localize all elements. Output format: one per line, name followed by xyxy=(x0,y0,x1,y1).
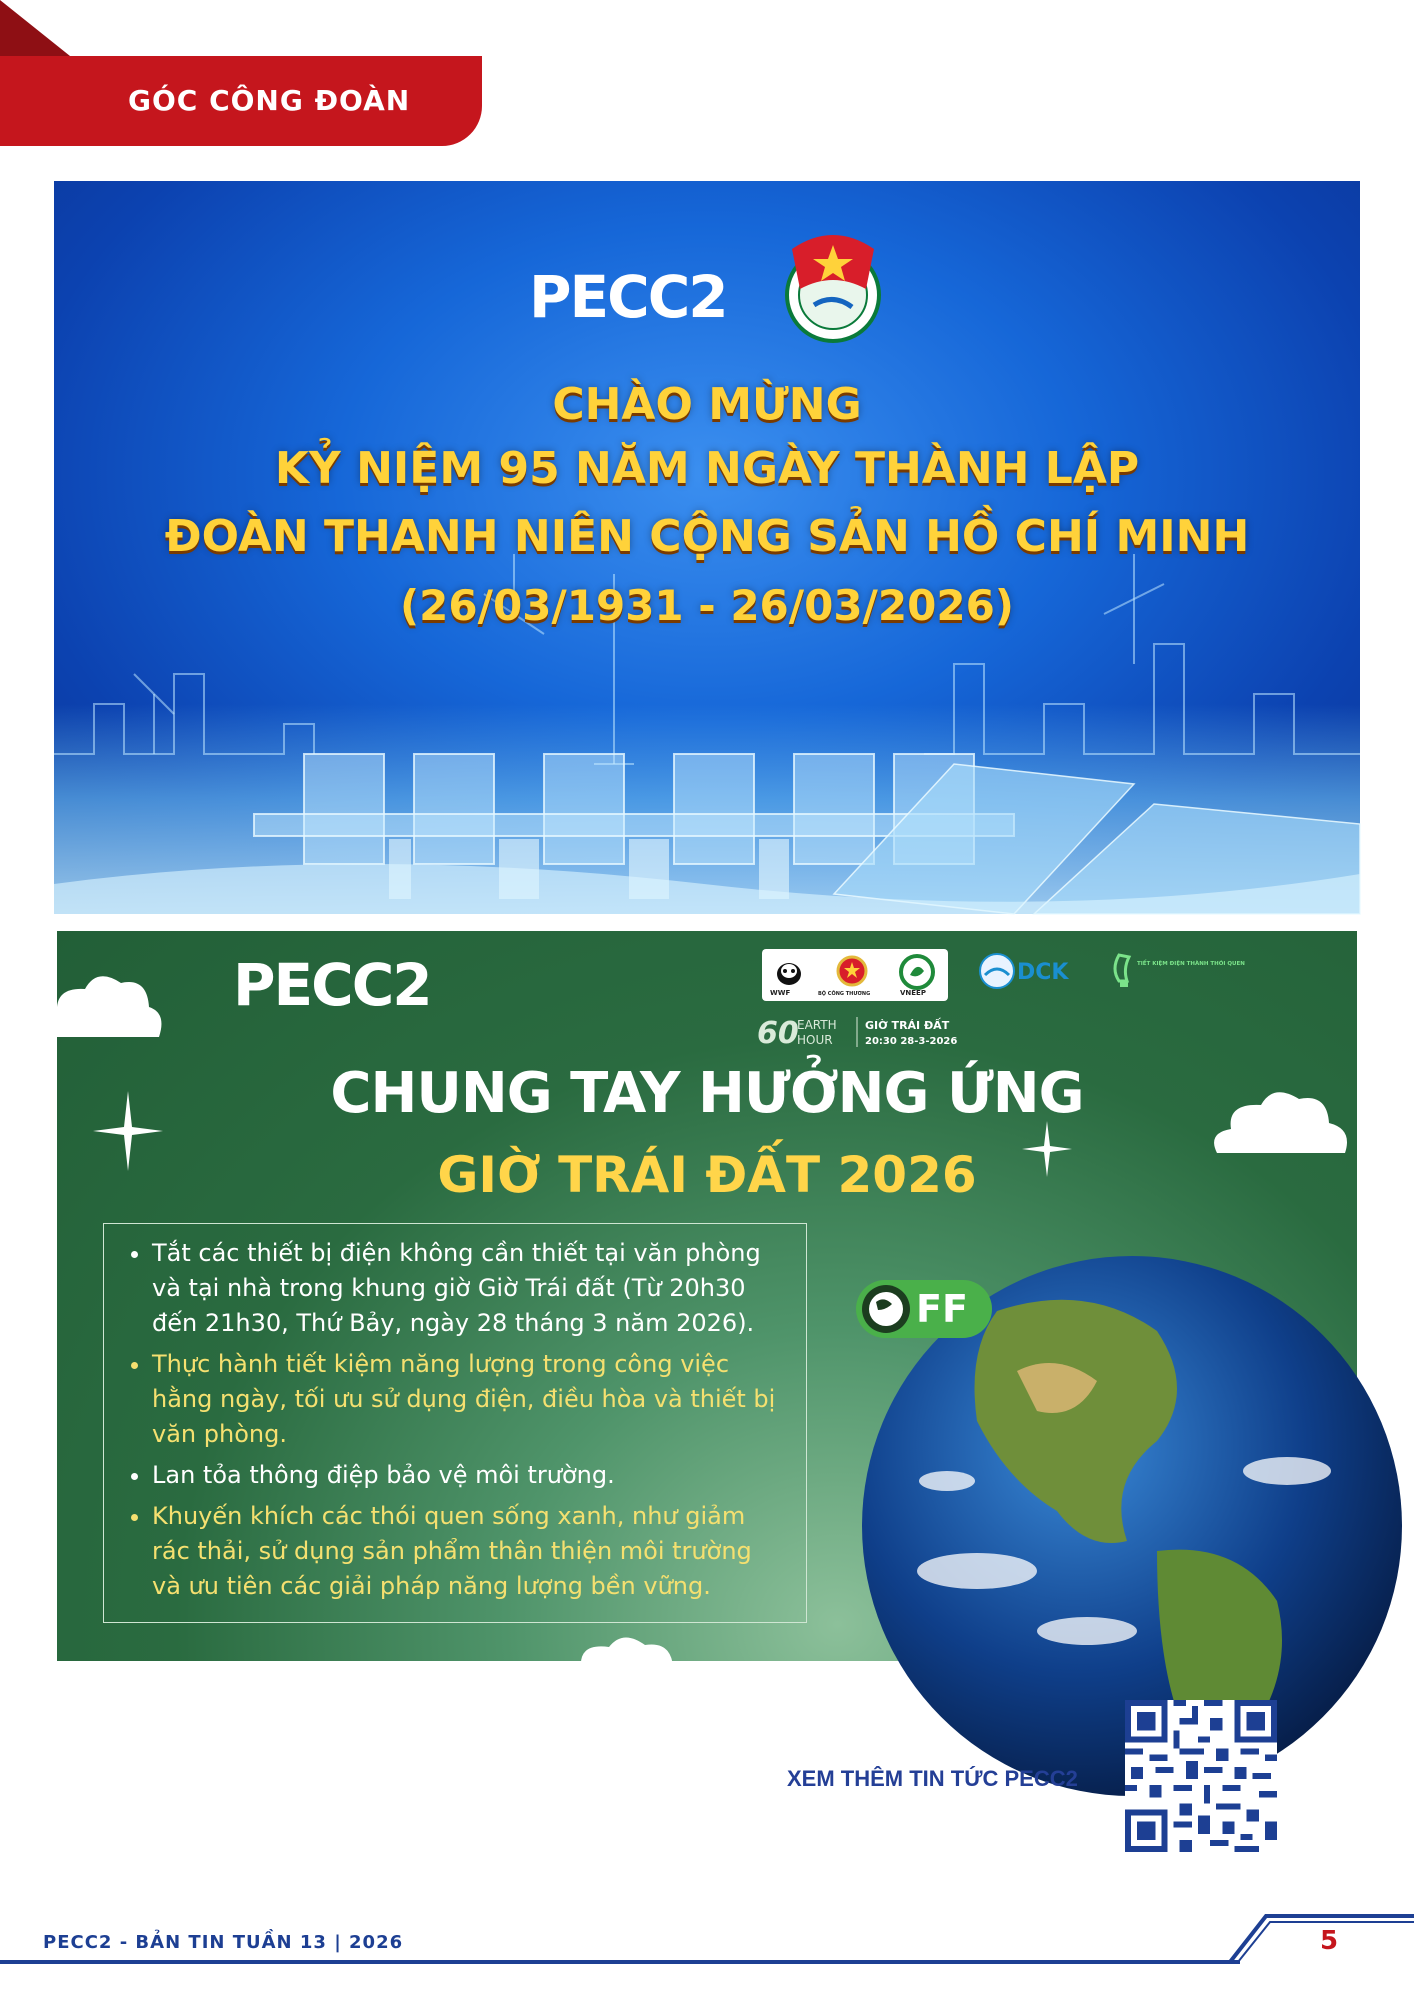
list-item: • Thực hành tiết kiệm năng lượng trong công việc hằng ngày, tối ưu sử dụng điện, điều hòa và thiết bị văn phòng. xyxy=(152,1347,788,1452)
section-title: GÓC CÔNG ĐOÀN xyxy=(128,84,411,117)
pecc2-logo: PECC2 xyxy=(529,263,727,331)
earth-hour-number: 60 xyxy=(757,1016,799,1051)
qr-code[interactable] xyxy=(1125,1700,1277,1852)
footer-divider xyxy=(0,1960,1240,1964)
footer-newsletter-title: PECC2 - BẢN TIN TUẦN 13 | 2026 xyxy=(43,1932,404,1953)
youth-union-emblem-icon xyxy=(778,227,888,347)
earth-hour-label-top: EARTH xyxy=(797,1018,837,1032)
banner-anniversary-line: KỶ NIỆM 95 NĂM NGÀY THÀNH LẬP xyxy=(274,443,1140,494)
partner-ministry-label: BỘ CÔNG THƯƠNG xyxy=(818,991,871,997)
vneep-logo-icon xyxy=(898,953,936,991)
cloud-decoration xyxy=(37,967,167,1047)
pecc2-logo: PECC2 xyxy=(233,951,431,1019)
cloud-decoration xyxy=(557,1631,687,1691)
banner-organization-name: ĐOÀN THANH NIÊN CỘNG SẢN HỒ CHÍ MINH xyxy=(164,511,1250,562)
partner-vneep-label: VNEEP xyxy=(900,989,926,997)
banner-dates: (26/03/1931 - 26/03/2026) xyxy=(399,581,1014,630)
list-item: • Lan tỏa thông điệp bảo vệ môi trường. xyxy=(152,1458,788,1493)
off-badge xyxy=(854,1276,994,1342)
more-news-link[interactable]: XEM THÊM TIN TỨC PECC2 xyxy=(787,1766,1078,1791)
dck-logo xyxy=(977,951,1089,991)
page-number: 5 xyxy=(1320,1926,1339,1956)
energy-saving-slogan: TIẾT KIỆM ĐIỆN THÀNH THÓI QUEN xyxy=(1137,961,1245,967)
list-item: • Tắt các thiết bị điện không cần thiết tại văn phòng và tại nhà trong khung giờ Giờ Trái đất (Từ 20h30 đến 21h30, Thứ Bảy, ngày 28 tháng 3 năm 2026). xyxy=(152,1236,788,1341)
list-item: • Khuyến khích các thói quen sống xanh, như giảm rác thải, sử dụng sản phẩm thân thiện môi trường và ưu tiên các giải pháp năng lượng bền vững. xyxy=(152,1499,788,1604)
earth-hour-banner xyxy=(57,931,1357,1661)
campaign-subheading: GIỜ TRÁI ĐẤT 2026 xyxy=(437,1146,977,1204)
campaign-heading: CHUNG TAY HƯỞNG ỨNG xyxy=(330,1061,1084,1126)
earth-hour-label-bottom: HOUR xyxy=(797,1033,833,1047)
partner-wwf-label: WWF xyxy=(770,989,791,997)
wwf-panda-icon xyxy=(772,957,806,987)
energy-saving-campaign-logo xyxy=(1109,949,1245,991)
earth-hour-logo xyxy=(757,1013,987,1049)
off-badge-text: FF xyxy=(916,1287,968,1331)
header-corner xyxy=(0,0,70,56)
dck-label: DCK xyxy=(1017,960,1069,985)
earth-hour-vn-label: GIỜ TRÁI ĐẤT xyxy=(865,1019,950,1032)
action-list-box xyxy=(103,1223,807,1623)
earth-hour-time: 20:30 28-3-2026 xyxy=(865,1036,958,1047)
national-emblem-icon xyxy=(836,955,868,987)
youth-union-banner xyxy=(54,181,1360,914)
partner-logos xyxy=(762,949,948,1001)
banner-greeting: CHÀO MỪNG xyxy=(552,379,862,430)
